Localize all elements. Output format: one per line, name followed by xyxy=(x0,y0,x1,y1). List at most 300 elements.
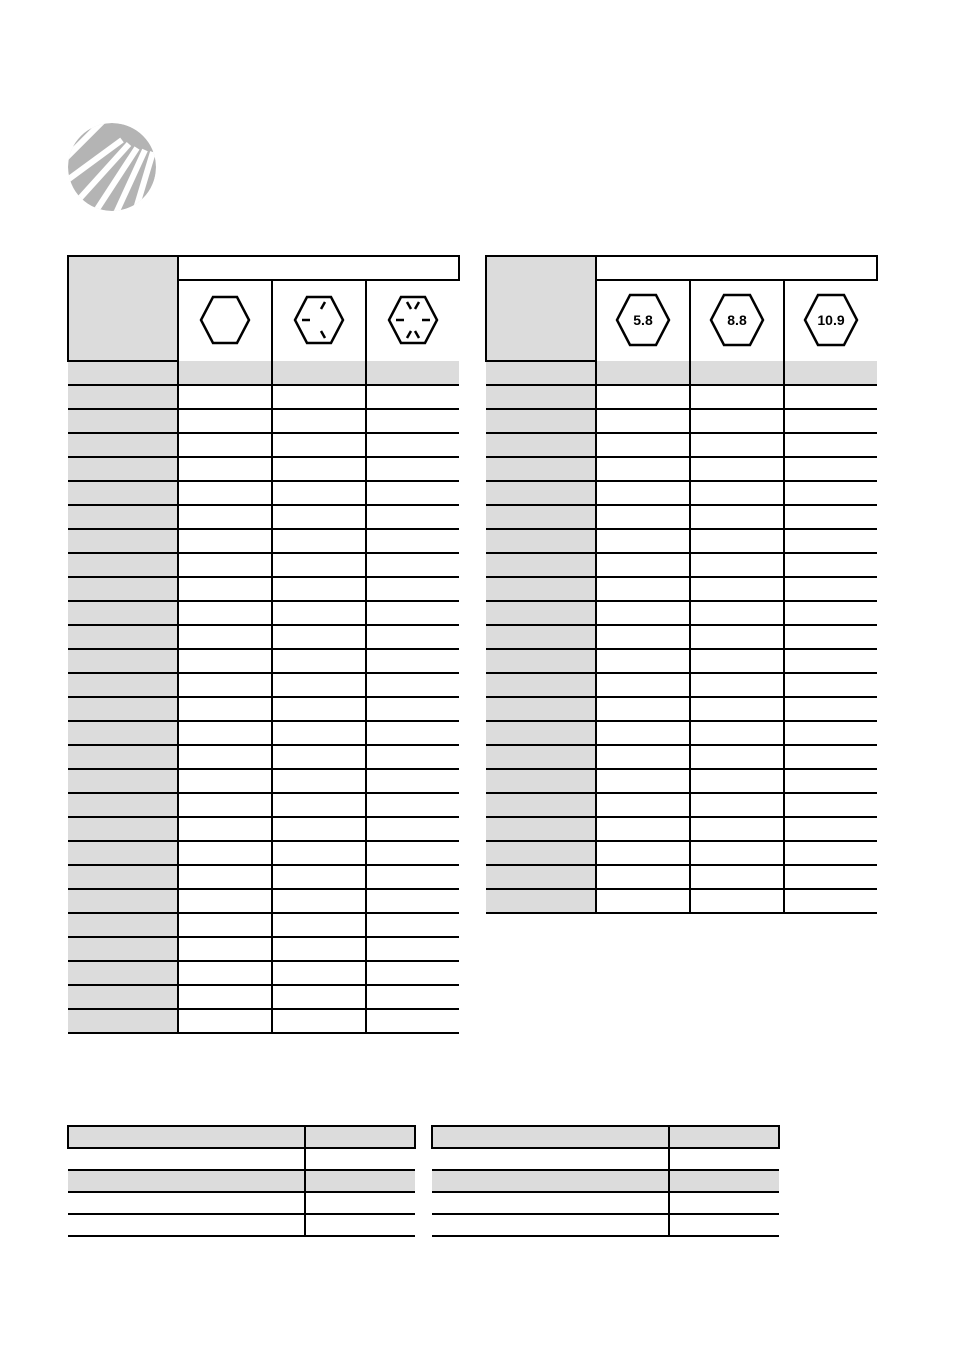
row-label-cell xyxy=(68,385,178,409)
value-cell xyxy=(366,385,459,409)
value-cell xyxy=(366,481,459,505)
value-cell xyxy=(272,769,366,793)
row-label-cell xyxy=(68,529,178,553)
value-cell xyxy=(690,769,784,793)
value-cell xyxy=(366,553,459,577)
bolt-class-table-left xyxy=(67,255,460,1034)
value-cell xyxy=(690,529,784,553)
value-cell xyxy=(178,529,272,553)
value-cell xyxy=(272,961,366,985)
table-group-header xyxy=(596,256,877,280)
value-cell xyxy=(366,697,459,721)
value-cell xyxy=(366,937,459,961)
table-row xyxy=(486,433,877,457)
table-row xyxy=(68,601,459,625)
value-cell xyxy=(305,1126,415,1148)
value-cell xyxy=(366,985,459,1009)
value-cell xyxy=(596,409,690,433)
table-row xyxy=(68,889,459,913)
table-row xyxy=(68,649,459,673)
value-cell xyxy=(669,1126,779,1148)
value-cell xyxy=(178,793,272,817)
table-row xyxy=(486,817,877,841)
value-cell xyxy=(596,577,690,601)
bottom-table-left xyxy=(67,1125,416,1237)
value-cell xyxy=(784,745,877,769)
value-cell xyxy=(596,697,690,721)
value-cell xyxy=(178,769,272,793)
row-label-cell xyxy=(68,505,178,529)
value-cell xyxy=(272,457,366,481)
value-cell xyxy=(272,553,366,577)
table-row xyxy=(68,409,459,433)
row-label-cell xyxy=(486,889,596,913)
row-label-cell xyxy=(486,721,596,745)
row-label-cell xyxy=(68,721,178,745)
row-label-cell xyxy=(486,553,596,577)
value-cell xyxy=(272,673,366,697)
value-cell xyxy=(272,865,366,889)
table-row xyxy=(486,361,877,385)
row-label-cell xyxy=(68,817,178,841)
row-label-cell xyxy=(68,1126,305,1148)
row-label-cell xyxy=(486,529,596,553)
value-cell xyxy=(596,889,690,913)
table-row xyxy=(68,385,459,409)
value-cell xyxy=(784,865,877,889)
table-row xyxy=(68,529,459,553)
table-row xyxy=(68,985,459,1009)
table-row xyxy=(68,865,459,889)
table-row xyxy=(486,865,877,889)
table-corner-cell xyxy=(486,256,596,361)
table-row xyxy=(432,1192,779,1214)
row-label-cell xyxy=(486,793,596,817)
value-cell xyxy=(784,817,877,841)
table-row xyxy=(68,433,459,457)
table-corner-cell xyxy=(68,256,178,361)
value-cell xyxy=(784,601,877,625)
value-cell xyxy=(178,937,272,961)
value-cell xyxy=(178,553,272,577)
bottom-table-right xyxy=(431,1125,780,1237)
value-cell xyxy=(784,625,877,649)
value-cell xyxy=(178,841,272,865)
value-cell xyxy=(366,817,459,841)
hexagon-three-marks-icon xyxy=(291,292,347,348)
value-cell xyxy=(178,577,272,601)
value-cell xyxy=(178,481,272,505)
row-label-cell xyxy=(68,1192,305,1214)
value-cell xyxy=(272,409,366,433)
value-cell xyxy=(366,505,459,529)
row-label-cell xyxy=(68,745,178,769)
row-label-cell xyxy=(68,1009,178,1033)
table-row xyxy=(68,1009,459,1033)
table-row xyxy=(68,817,459,841)
value-cell xyxy=(690,865,784,889)
value-cell xyxy=(272,625,366,649)
value-cell xyxy=(596,529,690,553)
table-row xyxy=(68,745,459,769)
bolt-grade-table-right xyxy=(485,255,878,914)
row-label-cell xyxy=(68,865,178,889)
table-row xyxy=(68,721,459,745)
value-cell xyxy=(784,409,877,433)
value-cell xyxy=(690,601,784,625)
row-label-cell xyxy=(486,457,596,481)
value-cell xyxy=(690,625,784,649)
right-table-body xyxy=(486,361,877,913)
table-row xyxy=(68,457,459,481)
value-cell xyxy=(596,505,690,529)
value-cell xyxy=(178,457,272,481)
value-cell xyxy=(366,961,459,985)
value-cell xyxy=(596,481,690,505)
value-cell xyxy=(366,889,459,913)
value-cell xyxy=(272,793,366,817)
value-cell xyxy=(784,553,877,577)
grade-8-8-cell xyxy=(690,280,784,361)
value-cell xyxy=(366,745,459,769)
value-cell xyxy=(784,769,877,793)
row-label-cell xyxy=(486,409,596,433)
row-label-cell xyxy=(68,985,178,1009)
value-cell xyxy=(669,1192,779,1214)
value-cell xyxy=(690,817,784,841)
grade-5-8-hexagon-icon xyxy=(613,290,673,350)
row-label-cell xyxy=(68,961,178,985)
value-cell xyxy=(178,865,272,889)
value-cell xyxy=(178,889,272,913)
row-label-cell xyxy=(486,865,596,889)
value-cell xyxy=(366,865,459,889)
value-cell xyxy=(272,505,366,529)
table-row xyxy=(68,553,459,577)
value-cell xyxy=(596,769,690,793)
value-cell xyxy=(784,577,877,601)
table-row xyxy=(68,481,459,505)
row-label-cell xyxy=(486,505,596,529)
value-cell xyxy=(178,1009,272,1033)
row-label-cell xyxy=(486,481,596,505)
value-cell xyxy=(690,889,784,913)
row-label-cell xyxy=(68,889,178,913)
value-cell xyxy=(366,361,459,385)
value-cell xyxy=(272,913,366,937)
table-row xyxy=(68,937,459,961)
row-label-cell xyxy=(486,577,596,601)
row-label-cell xyxy=(68,433,178,457)
value-cell xyxy=(366,649,459,673)
table-row xyxy=(68,361,459,385)
table-row xyxy=(486,649,877,673)
value-cell xyxy=(178,361,272,385)
row-label-cell xyxy=(486,769,596,793)
value-cell xyxy=(178,985,272,1009)
table-row xyxy=(486,673,877,697)
value-cell xyxy=(366,457,459,481)
table-row xyxy=(68,1170,415,1192)
value-cell xyxy=(178,961,272,985)
value-cell xyxy=(596,841,690,865)
table-row xyxy=(68,841,459,865)
table-row xyxy=(486,409,877,433)
table-row xyxy=(68,673,459,697)
left-table-body xyxy=(68,361,459,1033)
value-cell xyxy=(272,529,366,553)
grade-8-8-hexagon-icon xyxy=(707,290,767,350)
value-cell xyxy=(178,913,272,937)
row-label-cell xyxy=(68,697,178,721)
plain-hexagon-icon xyxy=(197,292,253,348)
row-label-cell xyxy=(68,1148,305,1170)
table-row xyxy=(486,385,877,409)
table-row xyxy=(432,1126,779,1148)
value-cell xyxy=(690,721,784,745)
value-cell xyxy=(784,481,877,505)
row-label-cell xyxy=(486,697,596,721)
striped-circle-logo-icon xyxy=(67,122,157,212)
value-cell xyxy=(690,457,784,481)
row-label-cell xyxy=(432,1148,669,1170)
value-cell xyxy=(596,793,690,817)
value-cell xyxy=(596,601,690,625)
value-cell xyxy=(690,433,784,457)
value-cell xyxy=(366,793,459,817)
row-label-cell xyxy=(486,673,596,697)
value-cell xyxy=(272,889,366,913)
value-cell xyxy=(366,913,459,937)
hexagon-six-marks-icon xyxy=(385,292,441,348)
value-cell xyxy=(366,673,459,697)
value-cell xyxy=(669,1170,779,1192)
grade-10-9-cell xyxy=(784,280,877,361)
value-cell xyxy=(272,985,366,1009)
grade-5-8-cell xyxy=(596,280,690,361)
table-row xyxy=(486,529,877,553)
value-cell xyxy=(784,649,877,673)
value-cell xyxy=(366,601,459,625)
value-cell xyxy=(784,841,877,865)
table-row xyxy=(68,577,459,601)
grade-label: 5.8 xyxy=(633,311,653,328)
value-cell xyxy=(784,721,877,745)
value-cell xyxy=(596,673,690,697)
row-label-cell xyxy=(68,913,178,937)
value-cell xyxy=(596,457,690,481)
value-cell xyxy=(366,1009,459,1033)
table-row xyxy=(68,961,459,985)
row-label-cell xyxy=(486,817,596,841)
value-cell xyxy=(178,385,272,409)
row-label-cell xyxy=(68,553,178,577)
grade-label: 10.9 xyxy=(817,311,845,328)
value-cell xyxy=(178,817,272,841)
value-cell xyxy=(690,745,784,769)
value-cell xyxy=(272,649,366,673)
table-row xyxy=(486,721,877,745)
row-label-cell xyxy=(432,1192,669,1214)
value-cell xyxy=(596,817,690,841)
table-row xyxy=(486,793,877,817)
table-row xyxy=(68,769,459,793)
row-label-cell xyxy=(486,601,596,625)
value-cell xyxy=(784,697,877,721)
table-row xyxy=(68,793,459,817)
value-cell xyxy=(366,625,459,649)
value-cell xyxy=(366,409,459,433)
value-cell xyxy=(690,673,784,697)
table-row xyxy=(68,505,459,529)
row-label-cell xyxy=(68,1170,305,1192)
value-cell xyxy=(596,385,690,409)
value-cell xyxy=(690,361,784,385)
value-cell xyxy=(596,721,690,745)
value-cell xyxy=(784,457,877,481)
value-cell xyxy=(272,697,366,721)
table-row xyxy=(68,1192,415,1214)
row-label-cell xyxy=(486,361,596,385)
value-cell xyxy=(690,553,784,577)
row-label-cell xyxy=(68,457,178,481)
table-row xyxy=(432,1170,779,1192)
table-row xyxy=(68,697,459,721)
value-cell xyxy=(784,793,877,817)
table-row xyxy=(486,505,877,529)
row-label-cell xyxy=(486,385,596,409)
table-row xyxy=(68,1126,415,1148)
value-cell xyxy=(784,889,877,913)
value-cell xyxy=(305,1148,415,1170)
value-cell xyxy=(784,433,877,457)
row-label-cell xyxy=(432,1126,669,1148)
value-cell xyxy=(366,433,459,457)
value-cell xyxy=(178,697,272,721)
table-row xyxy=(486,625,877,649)
value-cell xyxy=(178,601,272,625)
value-cell xyxy=(305,1192,415,1214)
value-cell xyxy=(690,505,784,529)
table-row xyxy=(68,1214,415,1236)
value-cell xyxy=(690,649,784,673)
value-cell xyxy=(690,385,784,409)
row-label-cell xyxy=(68,481,178,505)
value-cell xyxy=(178,745,272,769)
value-cell xyxy=(690,409,784,433)
value-cell xyxy=(690,841,784,865)
value-cell xyxy=(690,793,784,817)
value-cell xyxy=(784,385,877,409)
row-label-cell xyxy=(432,1214,669,1236)
row-label-cell xyxy=(68,769,178,793)
value-cell xyxy=(366,721,459,745)
value-cell xyxy=(272,817,366,841)
row-label-cell xyxy=(486,625,596,649)
row-label-cell xyxy=(68,649,178,673)
table-row xyxy=(486,889,877,913)
table-row xyxy=(486,745,877,769)
row-label-cell xyxy=(68,1214,305,1236)
value-cell xyxy=(784,505,877,529)
row-label-cell xyxy=(68,937,178,961)
value-cell xyxy=(272,601,366,625)
value-cell xyxy=(366,841,459,865)
value-cell xyxy=(272,481,366,505)
value-cell xyxy=(690,577,784,601)
value-cell xyxy=(178,433,272,457)
value-cell xyxy=(272,937,366,961)
grade-label: 8.8 xyxy=(727,311,747,328)
table-row xyxy=(68,625,459,649)
value-cell xyxy=(784,529,877,553)
table-row xyxy=(486,697,877,721)
hexagon-six-marks-cell xyxy=(366,280,459,361)
value-cell xyxy=(366,769,459,793)
value-cell xyxy=(305,1214,415,1236)
value-cell xyxy=(596,865,690,889)
value-cell xyxy=(272,433,366,457)
value-cell xyxy=(596,361,690,385)
value-cell xyxy=(305,1170,415,1192)
value-cell xyxy=(690,697,784,721)
row-label-cell xyxy=(486,841,596,865)
row-label-cell xyxy=(68,673,178,697)
plain-hexagon-cell xyxy=(178,280,272,361)
value-cell xyxy=(178,409,272,433)
value-cell xyxy=(178,673,272,697)
value-cell xyxy=(784,361,877,385)
row-label-cell xyxy=(68,841,178,865)
row-label-cell xyxy=(432,1170,669,1192)
value-cell xyxy=(366,577,459,601)
value-cell xyxy=(596,625,690,649)
table-row xyxy=(486,601,877,625)
value-cell xyxy=(272,841,366,865)
value-cell xyxy=(272,385,366,409)
table-row xyxy=(486,577,877,601)
value-cell xyxy=(784,673,877,697)
value-cell xyxy=(272,721,366,745)
value-cell xyxy=(690,481,784,505)
row-label-cell xyxy=(68,409,178,433)
hexagon-three-marks-cell xyxy=(272,280,366,361)
table-group-header xyxy=(178,256,459,280)
row-label-cell xyxy=(486,745,596,769)
value-cell xyxy=(272,577,366,601)
table-row xyxy=(486,481,877,505)
table-row xyxy=(68,913,459,937)
table-row xyxy=(68,1148,415,1170)
table-row xyxy=(486,841,877,865)
value-cell xyxy=(272,745,366,769)
row-label-cell xyxy=(486,649,596,673)
value-cell xyxy=(272,1009,366,1033)
value-cell xyxy=(178,505,272,529)
value-cell xyxy=(272,361,366,385)
value-cell xyxy=(596,553,690,577)
row-label-cell xyxy=(68,577,178,601)
value-cell xyxy=(669,1148,779,1170)
value-cell xyxy=(596,649,690,673)
table-row xyxy=(486,553,877,577)
row-label-cell xyxy=(486,433,596,457)
grade-10-9-hexagon-icon xyxy=(801,290,861,350)
value-cell xyxy=(178,649,272,673)
row-label-cell xyxy=(68,625,178,649)
value-cell xyxy=(669,1214,779,1236)
table-row xyxy=(486,457,877,481)
